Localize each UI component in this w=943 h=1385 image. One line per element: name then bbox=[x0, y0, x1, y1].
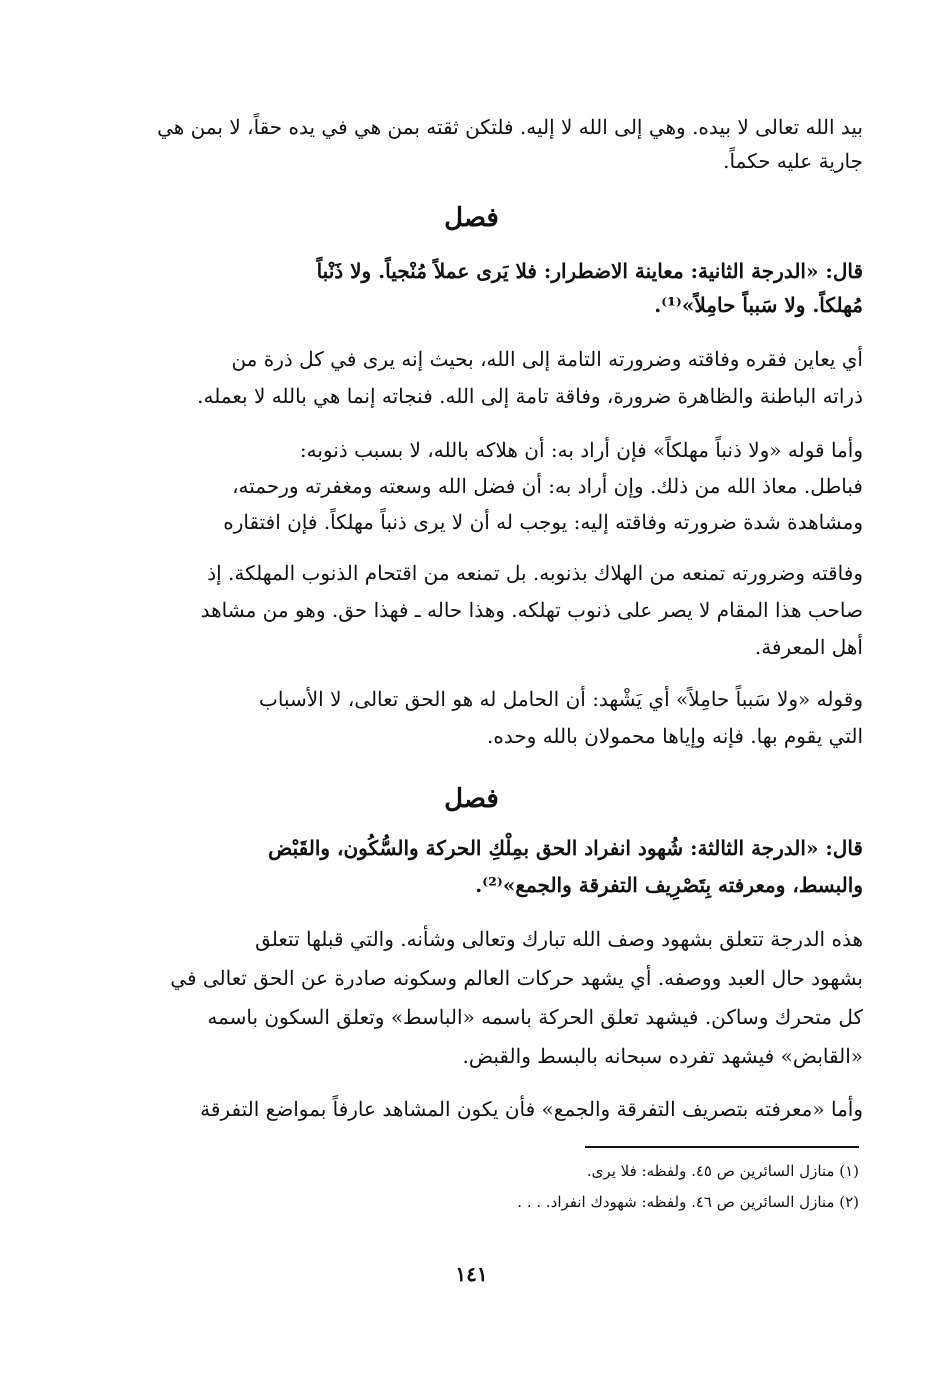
section-heading: فصل bbox=[444, 203, 499, 233]
text-line: جارية عليه حكماً. bbox=[723, 149, 863, 173]
text-line: بيد الله تعالى لا بيده. وهي إلى الله لا إليه. فلتكن ثقته بمن هي في يده حقاً، لا بمن هي bbox=[157, 115, 863, 139]
text-line: ذراته الباطنة والظاهرة ضرورة، وفاقة تامة إلى الله. فنجاته إنما هي بالله لا بعمله. bbox=[197, 384, 863, 408]
text-line: أهل المعرفة. bbox=[754, 635, 863, 659]
text-line: وأما قوله «ولا ذنباً مهلكاً» فإن أراد به: أن هلاكه بالله، لا بسبب ذنوبه: bbox=[299, 438, 863, 462]
text-line: فباطل. معاذ الله من ذلك. وإن أراد به: أن فضل الله وسعته ومغفرته ورحمته، bbox=[232, 474, 863, 498]
text-line: وأما «معرفته بتصريف التفرقة والجمع» فأن يكون المشاهد عارفاً بمواضع التفرقة bbox=[200, 1097, 863, 1121]
text-line: التي يقوم بها. فإنه وإياها محمولان بالله وحده. bbox=[486, 724, 863, 748]
text-line: وفاقته وضرورته تمنعه من الهلاك بذنوبه. بل تمنعه من اقتحام الذنوب المهلكة. إذ bbox=[207, 561, 863, 585]
section-heading: فصل bbox=[444, 784, 499, 814]
quote-line: قال: «الدرجة الثانية: معاينة الاضطرار: فلا يَرى عملاً مُنْجياً. ولا ذَنْباً bbox=[316, 259, 863, 283]
text-line: أي يعاين فقره وفاقته وضرورته التامة إلى الله، بحيث إنه يرى في كل ذرة من bbox=[231, 347, 863, 371]
text-line: «القابض» فيشهد تفرده سبحانه بالبسط والقبض. bbox=[462, 1044, 863, 1068]
text-line: بشهود حال العبد ووصفه. أي يشهد حركات العالم وسكونه صادرة عن الحق تعالى في bbox=[170, 966, 863, 990]
footnote: (٢) منازل السائرين ص ٤٦. ولفظه: شهودك انفراد. . . . bbox=[517, 1193, 859, 1211]
text-line: وقوله «ولا سَبباً حامِلاً» أي يَشْهد: أن الحامل له هو الحق تعالى، لا الأسباب bbox=[259, 687, 863, 711]
quote-line: مُهلكاً. ولا سَبباً حامِلاً»⁽¹⁾. bbox=[654, 293, 863, 317]
text-line: ومشاهدة شدة ضرورته وفاقته إليه: يوجب له أن لا يرى ذنباً مهلكاً. فإن افتقاره bbox=[223, 510, 863, 534]
page-number: ١٤١ bbox=[455, 1262, 488, 1286]
quote-line: قال: «الدرجة الثالثة: شُهود انفراد الحق بمِلْكِ الحركة والسُّكُون، والقَبْض bbox=[268, 836, 863, 860]
footnote: (١) منازل السائرين ص ٤٥. ولفظه: فلا يرى. bbox=[586, 1162, 859, 1180]
footnote-divider bbox=[585, 1146, 859, 1148]
text-line: هذه الدرجة تتعلق بشهود وصف الله تبارك وتعالى وشأنه. والتي قبلها تتعلق bbox=[255, 927, 863, 951]
quote-line: والبسط، ومعرفته بِتَصْرِيف التفرقة والجمع»⁽²⁾. bbox=[475, 873, 863, 897]
text-line: كل متحرك وساكن. فيشهد تعلق الحركة باسمه «الباسط» وتعلق السكون باسمه bbox=[207, 1005, 863, 1029]
text-line: صاحب هذا المقام لا يصر على ذنوب تهلكه. وهذا حاله ـ فهذا حق. وهو من مشاهد bbox=[200, 598, 863, 622]
